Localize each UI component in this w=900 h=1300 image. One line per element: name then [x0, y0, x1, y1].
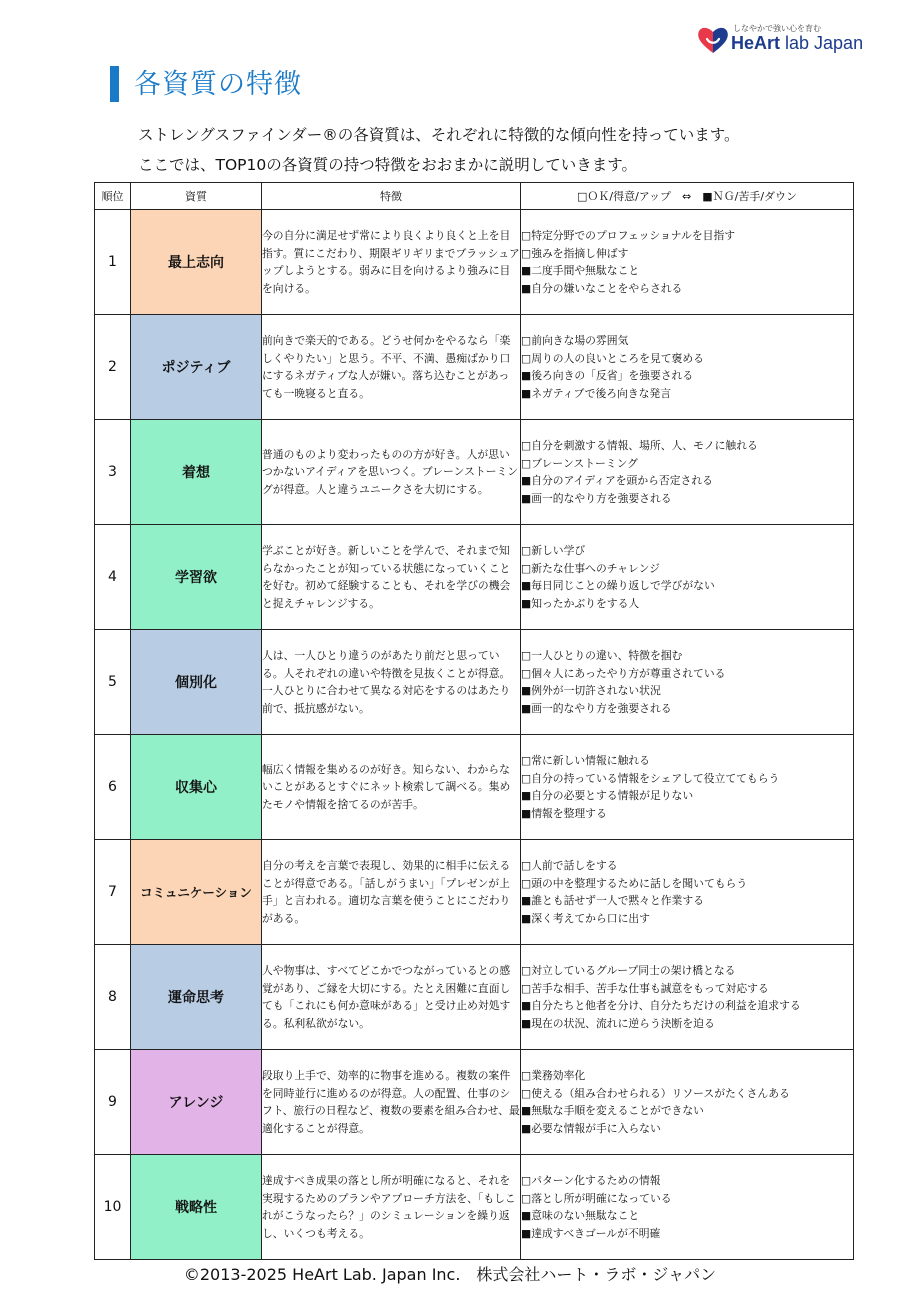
ok-ng-cell: [521, 630, 854, 735]
trait-name-cell: コミュニケーション: [131, 840, 262, 945]
trait-name-cell: 最上志向: [131, 210, 262, 315]
trait-description-cell: 幅広く情報を集めるのが好き。知らない、わからないことがあるとすぐにネット検索して調べる。集めたモノや情報を捨てるのが苦手。: [262, 735, 521, 840]
table-row: [95, 945, 854, 1050]
logo-brand-bold: HeArt: [731, 33, 781, 53]
trait-name-cell: 個別化: [131, 630, 262, 735]
ok-ng-cell: [521, 735, 854, 840]
ok-ng-item: □周りの人の良いところを見て褒める: [521, 351, 704, 365]
table-row: [95, 315, 854, 420]
ok-ng-item: □新しい学び: [521, 544, 586, 557]
ok-ng-item: ■情報を整理する: [521, 806, 607, 820]
rank-cell: 4: [95, 525, 131, 630]
title-accent-bar: [110, 66, 119, 102]
rank-cell: 6: [95, 735, 131, 840]
ok-ng-item: □新たな仕事へのチャレンジ: [521, 561, 660, 575]
ok-ng-item: ■意味のない無駄なこと: [521, 1209, 640, 1222]
table-header-row: [95, 183, 854, 210]
rank-cell: 10: [95, 1155, 131, 1260]
trait-name-cell: 着想: [131, 420, 262, 525]
ok-ng-item: ■無駄な手順を変えることができない: [521, 1104, 704, 1117]
ok-ng-cell: [521, 1050, 854, 1155]
rank-cell: 1: [95, 210, 131, 315]
ok-ng-item: ■画一的なやり方を強要される: [521, 701, 672, 715]
ok-ng-item: ■ネガティブで後ろ向きな発言: [521, 386, 672, 400]
ok-ng-item: ■自分の必要とする情報が足りない: [521, 789, 694, 802]
intro-line-2: ここでは、TOP10の各資質の持つ特徴をおおまかに説明していきます。: [138, 156, 638, 174]
table-row: [95, 1155, 854, 1260]
rank-cell: 7: [95, 840, 131, 945]
ok-ng-cell: [521, 210, 854, 315]
trait-description-cell: 達成すべき成果の落とし所が明確になると、それを実現するためのプランやアプローチ方法を、「もしこれがこうなったら？」のシミュレーションを繰り返し、いくつも考える。: [262, 1155, 521, 1260]
ok-ng-cell: [521, 1155, 854, 1260]
ok-ng-cell: [521, 525, 854, 630]
ok-ng-cell: [521, 840, 854, 945]
trait-name-cell: アレンジ: [131, 1050, 262, 1155]
trait-description-cell: 普通のものより変わったものの方が好き。人が思いつかないアイディアを思いつく。ブレーンストーミングが得意。人と違うユニークさを大切にする。: [262, 420, 521, 525]
trait-description-cell: 人や物事は、すべてどこかでつながっているとの感覚があり、ご縁を大切にする。たとえ困難に直面しても「これにも何か意味がある」と受け止め対処する。私利私欲がない。: [262, 945, 521, 1050]
rank-cell: 3: [95, 420, 131, 525]
trait-name-cell: 運命思考: [131, 945, 262, 1050]
table-row: [95, 210, 854, 315]
intro-line-1: ストレングスファインダー®の各資質は、それぞれに特徴的な傾向性を持っています。: [138, 126, 740, 144]
rank-cell: 5: [95, 630, 131, 735]
ok-ng-item: □業務効率化: [521, 1069, 586, 1082]
ok-ng-item: □個々人にあったやり方が尊重されている: [521, 666, 726, 680]
trait-description-cell: 段取り上手で、効率的に物事を進める。複数の案件を同時並行に進めるのが得意。人の配置、仕事のシフト、旅行の日程など、複数の要素を組み合わせ、最適化することが得意。: [262, 1050, 521, 1155]
table-row: [95, 840, 854, 945]
ok-ng-cell: [521, 315, 854, 420]
ok-ng-item: □常に新しい情報に触れる: [521, 754, 650, 767]
header-ok-ng: □ＯＫ/得意/アップ ⇔ ■ＮＧ/苦手/ダウン: [521, 183, 854, 210]
ok-ng-item: ■自分たちと他者を分け、自分たちだけの利益を追求する: [521, 999, 801, 1012]
brand-logo: [697, 22, 882, 58]
ok-ng-item: ■誰とも話せず一人で黙々と作業する: [521, 894, 704, 907]
ok-ng-cell: [521, 420, 854, 525]
header-trait: 資質: [131, 183, 262, 210]
ok-ng-item: ■現在の状況、流れに逆らう決断を迫る: [521, 1016, 715, 1030]
ok-ng-item: ■自分の嫌いなことをやらされる: [521, 281, 683, 295]
header-feature: 特徴: [262, 183, 521, 210]
ok-ng-item: □強みを指摘し伸ばす: [521, 246, 629, 260]
ok-ng-item: □使える（組み合わせられる）リソースがたくさんある: [521, 1086, 790, 1100]
ok-ng-item: ■自分のアイディアを頭から否定される: [521, 474, 713, 487]
trait-description-cell: 学ぶことが好き。新しいことを学んで、それまで知らなかったことが知っている状態になっていくことを好む。初めて経験することも、それを学びの機会と捉えチャレンジする。: [262, 525, 521, 630]
ok-ng-item: ■二度手間や無駄なこと: [521, 264, 640, 277]
ok-ng-item: □人前で話しをする: [521, 859, 618, 872]
ok-ng-item: ■例外が一切許されない状況: [521, 684, 661, 697]
logo-brand-rest: lab Japan: [780, 33, 864, 53]
rank-cell: 2: [95, 315, 131, 420]
logo-tagline: しなやかで強い心を育む: [733, 24, 821, 33]
ok-ng-item: □自分の持っている情報をシェアして役立ててもらう: [521, 771, 780, 785]
ok-ng-item: ■必要な情報が手に入らない: [521, 1121, 661, 1135]
trait-name-cell: 戦略性: [131, 1155, 262, 1260]
ok-ng-cell: [521, 945, 854, 1050]
ok-ng-item: □特定分野でのプロフェッショナルを目指す: [521, 229, 736, 242]
trait-description-cell: 前向きで楽天的である。どうせ何かをやるなら「楽しくやりたい」と思う。不平、不満、愚痴ばかり口にするネガティブな人が嫌い。落ち込むことがあっても一晩寝ると直る。: [262, 315, 521, 420]
ok-ng-item: ■画一的なやり方を強要される: [521, 491, 672, 505]
table-row: [95, 1050, 854, 1155]
ok-ng-item: ■知ったかぶりをする人: [521, 596, 640, 610]
table-row: [95, 735, 854, 840]
ok-ng-item: ■後ろ向きの「反省」を強要される: [521, 369, 694, 382]
ok-ng-item: □苦手な相手、苦手な仕事も誠意をもって対応する: [521, 981, 769, 995]
ok-ng-item: ■毎日同じことの繰り返しで学びがない: [521, 579, 715, 592]
rank-cell: 8: [95, 945, 131, 1050]
ok-ng-item: □頭の中を整理するために話しを聞いてもらう: [521, 876, 748, 890]
table-row: [95, 525, 854, 630]
trait-name-cell: 収集心: [131, 735, 262, 840]
rank-cell: 9: [95, 1050, 131, 1155]
ok-ng-item: ■深く考えてから口に出す: [521, 911, 650, 925]
heart-logo-icon: [697, 25, 729, 55]
trait-name-cell: ポジティブ: [131, 315, 262, 420]
trait-description-cell: 自分の考えを言葉で表現し、効果的に相手に伝えることが得意である。「話しがうまい」「プレゼンが上手」と言われる。適切な言葉を使うことにこだわりがある。: [262, 840, 521, 945]
logo-brand-text: [731, 33, 863, 54]
footer-copyright: ©2013-2025 HeArt Lab. Japan Inc. 株式会社ハート・ラボ・ジャパン: [183, 1265, 717, 1284]
table-row: [95, 630, 854, 735]
ok-ng-item: □対立しているグループ同士の架け橋となる: [521, 964, 736, 977]
ok-ng-item: □落とし所が明確になっている: [521, 1191, 672, 1205]
table-row: [95, 420, 854, 525]
trait-description-cell: 今の自分に満足せず常により良くより良くと上を目指す。質にこだわり、期限ギリギリまでブラッシュアップしようとする。弱みに目を向けるより強みに目を向ける。: [262, 210, 521, 315]
header-rank: 順位: [95, 183, 131, 210]
ok-ng-item: □前向きな場の雰囲気: [521, 334, 629, 347]
ok-ng-item: □自分を刺激する情報、場所、人、モノに触れる: [521, 439, 758, 452]
trait-name-cell: 学習欲: [131, 525, 262, 630]
ok-ng-item: □ブレーンストーミング: [521, 456, 638, 470]
traits-table: [94, 182, 854, 1260]
page-title: 各資質の特徴: [134, 69, 302, 100]
trait-description-cell: 人は、一人ひとり違うのがあたり前だと思っている。人それぞれの違いや特徴を見抜くことが得意。一人ひとりに合わせて異なる対応をするのはあたり前で、抵抗感がない。: [262, 630, 521, 735]
ok-ng-item: □一人ひとりの違い、特徴を掴む: [521, 649, 683, 662]
ok-ng-item: □パターン化するための情報: [521, 1174, 661, 1187]
ok-ng-item: ■達成すべきゴールが不明確: [521, 1226, 661, 1240]
